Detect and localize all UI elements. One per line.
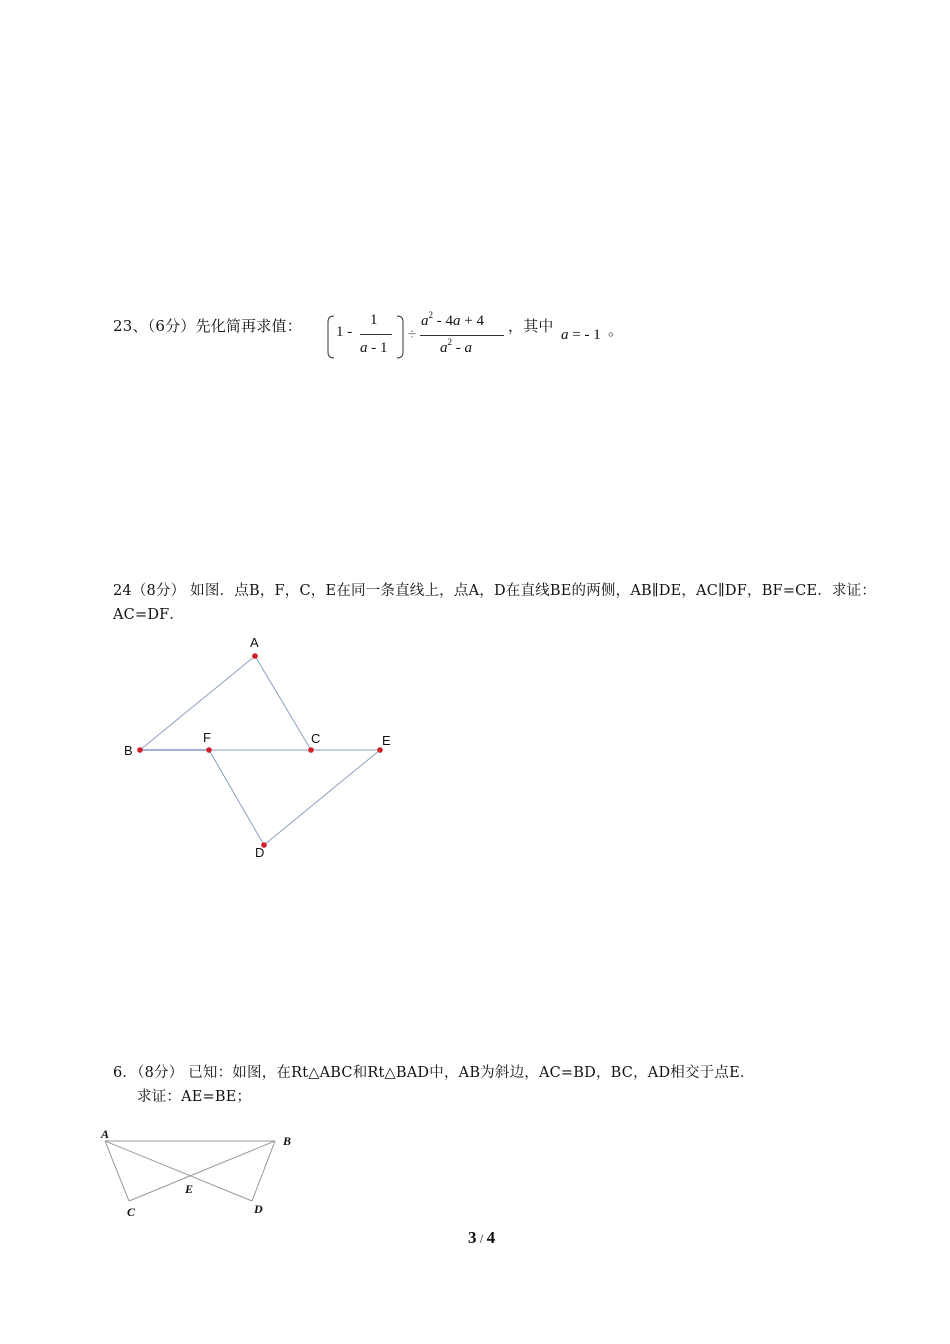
label-a: A — [250, 635, 259, 650]
label-e: E — [185, 1182, 194, 1196]
segment-ad — [105, 1141, 252, 1201]
q23-end: 。 — [608, 321, 624, 339]
segment-ac — [255, 656, 311, 750]
q24-figure — [110, 630, 410, 865]
point-f — [206, 747, 212, 753]
label-d: D — [255, 845, 265, 860]
q6-figure — [95, 1122, 305, 1222]
point-e — [377, 747, 383, 753]
q24-statement-line1: 24（8分） 如图．点B，F，C，E在同一条直线上，点A，D在直线BE的两侧，AB∥DE，AC∥DF，BF=CE．求证： — [113, 583, 877, 599]
label-b: B — [124, 743, 133, 758]
frac1-bar — [360, 334, 392, 335]
one-minus: 1 - — [336, 324, 353, 340]
page-separator: / — [476, 1231, 487, 1246]
left-paren — [326, 314, 336, 360]
frac1-numerator: 1 — [370, 312, 378, 328]
label-f: F — [203, 730, 211, 745]
segment-fd — [209, 750, 264, 845]
label-b: B — [283, 1134, 292, 1148]
frac2-denominator: $a^2$ - a — [440, 337, 472, 356]
page-number — [468, 1228, 495, 1248]
frac1-denominator: a - 1 — [360, 340, 388, 356]
segment-ab — [140, 656, 255, 750]
divide-sign: ÷ — [408, 327, 417, 343]
right-paren — [395, 314, 405, 360]
page-current: 3 — [468, 1228, 477, 1247]
label-e: E — [382, 733, 391, 748]
q23-condition: a = - 1 — [561, 327, 601, 343]
page-total: 4 — [486, 1228, 496, 1247]
label-d: D — [254, 1202, 263, 1216]
segment-bc — [129, 1141, 275, 1201]
point-c — [308, 747, 314, 753]
segment-de — [264, 750, 380, 845]
point-b — [137, 747, 143, 753]
frac2-numerator: $a^2 - 4a + 4$ — [421, 310, 484, 329]
segment-bd — [252, 1141, 275, 1201]
label-a: A — [101, 1127, 110, 1141]
q24-statement-line2: AC=DF． — [113, 607, 185, 623]
label-c: C — [311, 731, 321, 746]
q23-prefix: 23、（6分）先化简再求值： — [113, 317, 302, 335]
segment-ac — [105, 1141, 129, 1201]
q23-suffix: ，其中 — [508, 317, 554, 335]
point-a — [252, 653, 258, 659]
q6-statement-line1: 6．（8分） 已知：如图，在Rt△ABC和Rt△BAD中，AB为斜边，AC=BD，BC，AD相交于点E． — [113, 1065, 755, 1081]
frac2-bar — [420, 335, 504, 336]
q6-statement-line2: 求证：AE=BE； — [137, 1089, 252, 1105]
label-c: C — [127, 1205, 136, 1219]
